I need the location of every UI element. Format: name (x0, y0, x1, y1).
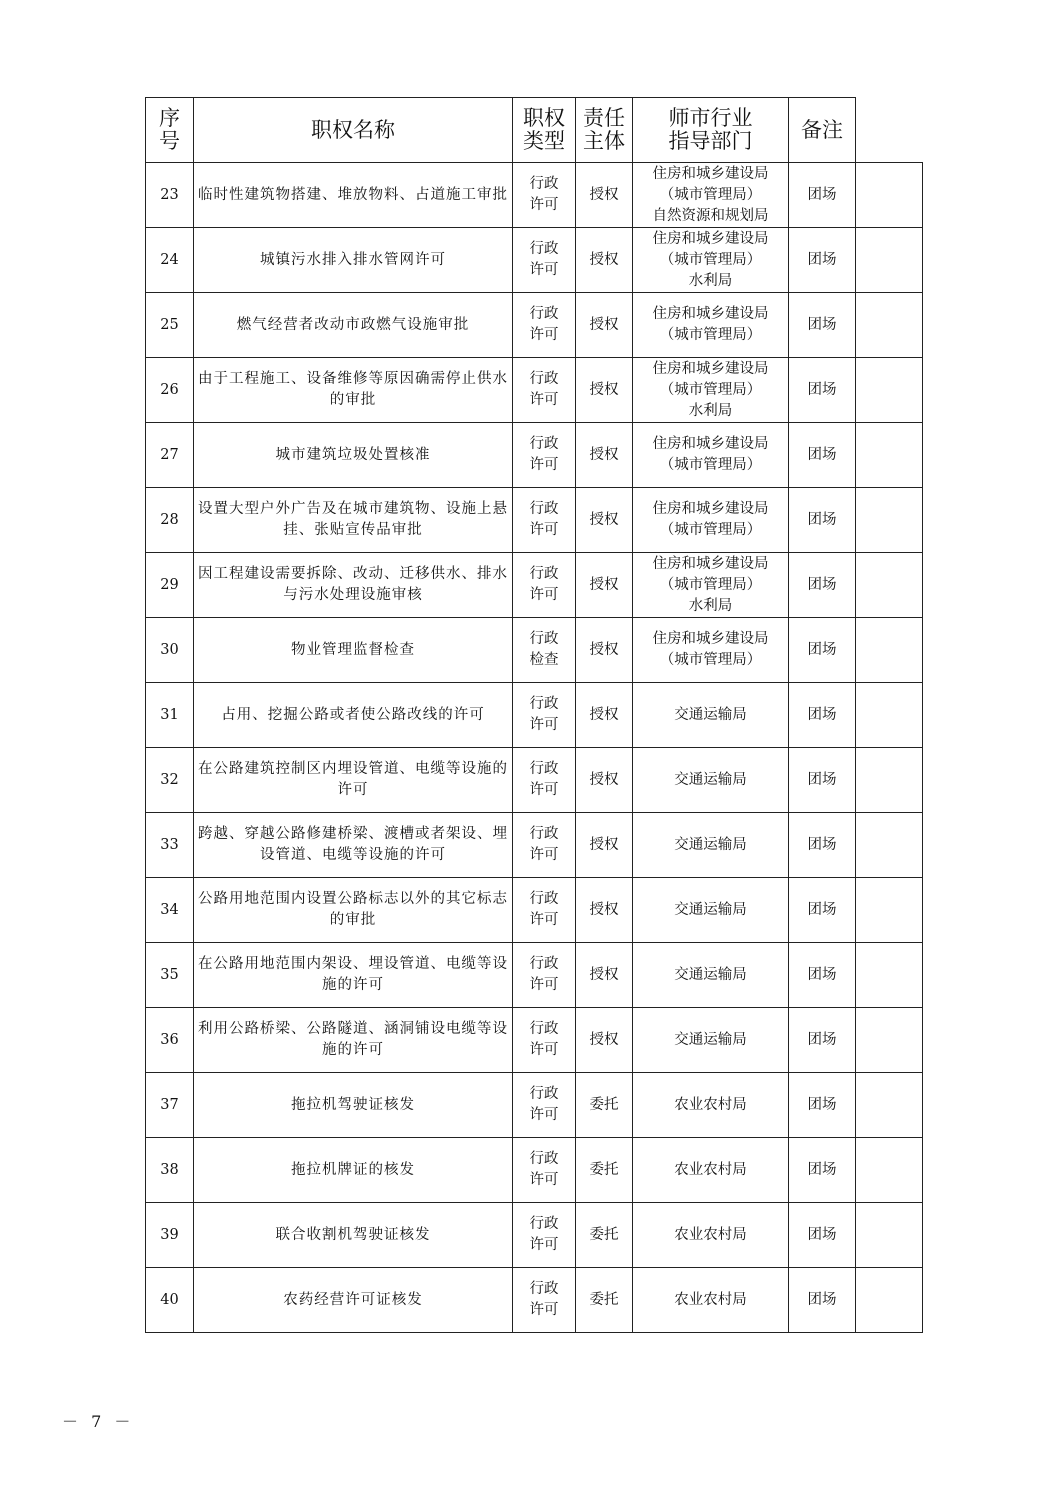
cell-subject: 委托 (576, 1203, 633, 1268)
cell-type-text: 行政许可 (529, 761, 559, 798)
cell-extra (856, 813, 923, 878)
dept-line: 住房和城乡建设局 (652, 555, 769, 572)
cell-remark: 团场 (789, 553, 856, 618)
cell-type-text: 行政许可 (529, 956, 559, 993)
cell-extra (856, 163, 923, 228)
cell-type (513, 423, 576, 488)
cell-dept (633, 1008, 789, 1073)
cell-remark: 团场 (789, 683, 856, 748)
cell-subject: 授权 (576, 618, 633, 683)
cell-no: 25 (146, 293, 194, 358)
table-row (146, 683, 923, 748)
cell-subject: 授权 (576, 1008, 633, 1073)
cell-name: 利用公路桥梁、公路隧道、涵洞铺设电缆等设施的许可 (194, 1008, 513, 1073)
table-row (146, 1073, 923, 1138)
cell-dept (633, 163, 789, 228)
cell-type-text: 行政许可 (529, 1086, 559, 1123)
cell-subject: 授权 (576, 553, 633, 618)
table-row (146, 293, 923, 358)
cell-no: 34 (146, 878, 194, 943)
cell-no: 35 (146, 943, 194, 1008)
cell-dept (633, 683, 789, 748)
dept-line: 农业农村局 (674, 1226, 747, 1243)
cell-type-text: 行政许可 (529, 1021, 559, 1058)
table-row (146, 748, 923, 813)
cell-type (513, 163, 576, 228)
cell-type (513, 1268, 576, 1333)
dept-line: 住房和城乡建设局 (652, 436, 769, 452)
cell-type-text: 行政许可 (529, 696, 559, 733)
cell-dept (633, 943, 789, 1008)
cell-extra (856, 293, 923, 358)
cell-subject: 授权 (576, 748, 633, 813)
cell-no: 39 (146, 1203, 194, 1268)
cell-extra (856, 1203, 923, 1268)
cell-name: 临时性建筑物搭建、堆放物料、占道施工审批 (194, 163, 513, 228)
cell-remark: 团场 (789, 1268, 856, 1333)
dept-line: （城市管理局） (659, 457, 762, 473)
cell-dept (633, 618, 789, 683)
cell-type (513, 1203, 576, 1268)
dept-line: 水利局 (688, 597, 733, 614)
dept-line: （城市管理局） (659, 522, 762, 538)
cell-dept (633, 423, 789, 488)
cell-dept (633, 1073, 789, 1138)
cell-type (513, 618, 576, 683)
cell-remark: 团场 (789, 488, 856, 553)
cell-type-text: 行政许可 (529, 501, 559, 538)
cell-dept (633, 358, 789, 423)
cell-no: 30 (146, 618, 194, 683)
cell-subject: 授权 (576, 683, 633, 748)
cell-remark: 团场 (789, 878, 856, 943)
cell-extra (856, 358, 923, 423)
cell-type-text: 行政检查 (529, 631, 559, 668)
cell-dept (633, 293, 789, 358)
cell-name: 拖拉机牌证的核发 (194, 1138, 513, 1203)
table-row (146, 358, 923, 423)
dept-line: （城市管理局） (659, 186, 762, 203)
cell-subject: 授权 (576, 488, 633, 553)
cell-remark: 团场 (789, 358, 856, 423)
dept-line: （城市管理局） (659, 327, 762, 343)
cell-subject: 授权 (576, 358, 633, 423)
cell-no: 32 (146, 748, 194, 813)
dept-line: 水利局 (688, 272, 733, 289)
table-row (146, 553, 923, 618)
cell-type (513, 488, 576, 553)
cell-name: 农药经营许可证核发 (194, 1268, 513, 1333)
cell-dept (633, 553, 789, 618)
cell-remark: 团场 (789, 423, 856, 488)
cell-no: 36 (146, 1008, 194, 1073)
cell-extra (856, 488, 923, 553)
dept-line: （城市管理局） (659, 652, 762, 668)
dept-line: 住房和城乡建设局 (652, 165, 769, 182)
cell-remark: 团场 (789, 293, 856, 358)
cell-no: 24 (146, 228, 194, 293)
cell-type-text: 行政许可 (529, 436, 559, 473)
cell-type (513, 943, 576, 1008)
dept-line: （城市管理局） (659, 381, 762, 398)
cell-extra (856, 748, 923, 813)
cell-subject: 委托 (576, 1138, 633, 1203)
cell-subject: 授权 (576, 163, 633, 228)
cell-type (513, 293, 576, 358)
dept-line: 交通运输局 (674, 836, 747, 853)
header-subject: 责任主体 (576, 98, 633, 163)
cell-type-text: 行政许可 (529, 371, 559, 408)
header-extra (856, 98, 923, 163)
cell-remark: 团场 (789, 813, 856, 878)
dept-line: 农业农村局 (674, 1161, 747, 1178)
dept-line: 交通运输局 (674, 1031, 747, 1048)
table-body (146, 163, 923, 1333)
table-row (146, 813, 923, 878)
cell-dept (633, 878, 789, 943)
cell-subject: 授权 (576, 293, 633, 358)
cell-no: 28 (146, 488, 194, 553)
table-row (146, 878, 923, 943)
cell-subject: 授权 (576, 228, 633, 293)
dept-line: 住房和城乡建设局 (652, 306, 769, 322)
header-remark: 备注 (789, 98, 856, 163)
cell-type-text: 行政许可 (529, 1216, 559, 1253)
cell-type (513, 358, 576, 423)
header-no: 序号 (146, 98, 194, 163)
cell-extra (856, 618, 923, 683)
header-dept: 师市行业指导部门 (633, 98, 789, 163)
cell-type (513, 228, 576, 293)
table-row (146, 488, 923, 553)
dept-line: 住房和城乡建设局 (652, 501, 769, 517)
header-type: 职权类型 (513, 98, 576, 163)
cell-name: 在公路建筑控制区内埋设管道、电缆等设施的许可 (194, 748, 513, 813)
cell-extra (856, 878, 923, 943)
cell-extra (856, 553, 923, 618)
cell-no: 40 (146, 1268, 194, 1333)
cell-extra (856, 1138, 923, 1203)
dept-line: （城市管理局） (659, 251, 762, 268)
cell-type-text: 行政许可 (529, 241, 559, 278)
dept-line: 住房和城乡建设局 (652, 631, 769, 647)
cell-no: 31 (146, 683, 194, 748)
cell-no: 26 (146, 358, 194, 423)
cell-no: 38 (146, 1138, 194, 1203)
cell-type-text: 行政许可 (529, 891, 559, 928)
cell-remark: 团场 (789, 943, 856, 1008)
dept-line: 水利局 (688, 402, 733, 419)
cell-subject: 委托 (576, 1268, 633, 1333)
table-row (146, 228, 923, 293)
dept-line: 农业农村局 (674, 1291, 747, 1308)
cell-name: 燃气经营者改动市政燃气设施审批 (194, 293, 513, 358)
cell-subject: 授权 (576, 878, 633, 943)
cell-type-text: 行政许可 (529, 1281, 559, 1318)
cell-type (513, 553, 576, 618)
cell-extra (856, 423, 923, 488)
cell-dept (633, 228, 789, 293)
cell-dept (633, 488, 789, 553)
cell-name: 由于工程施工、设备维修等原因确需停止供水的审批 (194, 358, 513, 423)
cell-dept (633, 813, 789, 878)
cell-type (513, 748, 576, 813)
cell-dept (633, 1138, 789, 1203)
dept-line: 交通运输局 (674, 771, 747, 788)
cell-remark: 团场 (789, 748, 856, 813)
cell-extra (856, 1268, 923, 1333)
cell-subject: 授权 (576, 943, 633, 1008)
cell-subject: 授权 (576, 423, 633, 488)
cell-extra (856, 683, 923, 748)
cell-name: 物业管理监督检查 (194, 618, 513, 683)
cell-remark: 团场 (789, 618, 856, 683)
cell-extra (856, 943, 923, 1008)
table-row (146, 1203, 923, 1268)
cell-type-text: 行政许可 (529, 176, 559, 213)
cell-name: 公路用地范围内设置公路标志以外的其它标志的审批 (194, 878, 513, 943)
table-row (146, 163, 923, 228)
dept-line: 住房和城乡建设局 (652, 230, 769, 247)
cell-name: 因工程建设需要拆除、改动、迁移供水、排水与污水处理设施审核 (194, 553, 513, 618)
dept-line: 住房和城乡建设局 (652, 360, 769, 377)
cell-extra (856, 228, 923, 293)
dept-line: 自然资源和规划局 (652, 207, 769, 224)
cell-no: 27 (146, 423, 194, 488)
table-row (146, 943, 923, 1008)
cell-remark: 团场 (789, 1008, 856, 1073)
table-header-row (146, 98, 923, 163)
cell-type (513, 1138, 576, 1203)
table-row (146, 1138, 923, 1203)
cell-no: 29 (146, 553, 194, 618)
cell-dept (633, 1268, 789, 1333)
cell-name: 跨越、穿越公路修建桥梁、渡槽或者架设、埋设管道、电缆等设施的许可 (194, 813, 513, 878)
cell-remark: 团场 (789, 1073, 856, 1138)
cell-name: 城市建筑垃圾处置核准 (194, 423, 513, 488)
cell-type-text: 行政许可 (529, 306, 559, 343)
dept-line: 交通运输局 (674, 901, 747, 918)
table-row (146, 1008, 923, 1073)
cell-name: 拖拉机驾驶证核发 (194, 1073, 513, 1138)
cell-type (513, 683, 576, 748)
cell-extra (856, 1008, 923, 1073)
cell-extra (856, 1073, 923, 1138)
cell-type-text: 行政许可 (529, 826, 559, 863)
cell-name: 在公路用地范围内架设、埋设管道、电缆等设施的许可 (194, 943, 513, 1008)
dept-line: 交通运输局 (674, 706, 747, 723)
cell-no: 37 (146, 1073, 194, 1138)
cell-type-text: 行政许可 (529, 566, 559, 603)
page-number: － 7 － (62, 1412, 135, 1431)
cell-name: 城镇污水排入排水管网许可 (194, 228, 513, 293)
cell-name: 设置大型户外广告及在城市建筑物、设施上悬挂、张贴宣传品审批 (194, 488, 513, 553)
cell-type (513, 1073, 576, 1138)
header-name: 职权名称 (194, 98, 513, 163)
table-row (146, 423, 923, 488)
cell-name: 占用、挖掘公路或者使公路改线的许可 (194, 683, 513, 748)
cell-no: 33 (146, 813, 194, 878)
dept-line: 交通运输局 (674, 966, 747, 983)
dept-line: （城市管理局） (659, 576, 762, 593)
cell-dept (633, 748, 789, 813)
cell-remark: 团场 (789, 1138, 856, 1203)
table-row (146, 618, 923, 683)
cell-subject: 授权 (576, 813, 633, 878)
cell-type-text: 行政许可 (529, 1151, 559, 1188)
cell-remark: 团场 (789, 163, 856, 228)
cell-remark: 团场 (789, 1203, 856, 1268)
cell-no: 23 (146, 163, 194, 228)
cell-type (513, 813, 576, 878)
cell-type (513, 878, 576, 943)
table-row (146, 1268, 923, 1333)
cell-type (513, 1008, 576, 1073)
dept-line: 农业农村局 (674, 1096, 747, 1113)
cell-remark: 团场 (789, 228, 856, 293)
cell-name: 联合收割机驾驶证核发 (194, 1203, 513, 1268)
cell-dept (633, 1203, 789, 1268)
cell-subject: 委托 (576, 1073, 633, 1138)
authority-table (145, 97, 923, 1333)
